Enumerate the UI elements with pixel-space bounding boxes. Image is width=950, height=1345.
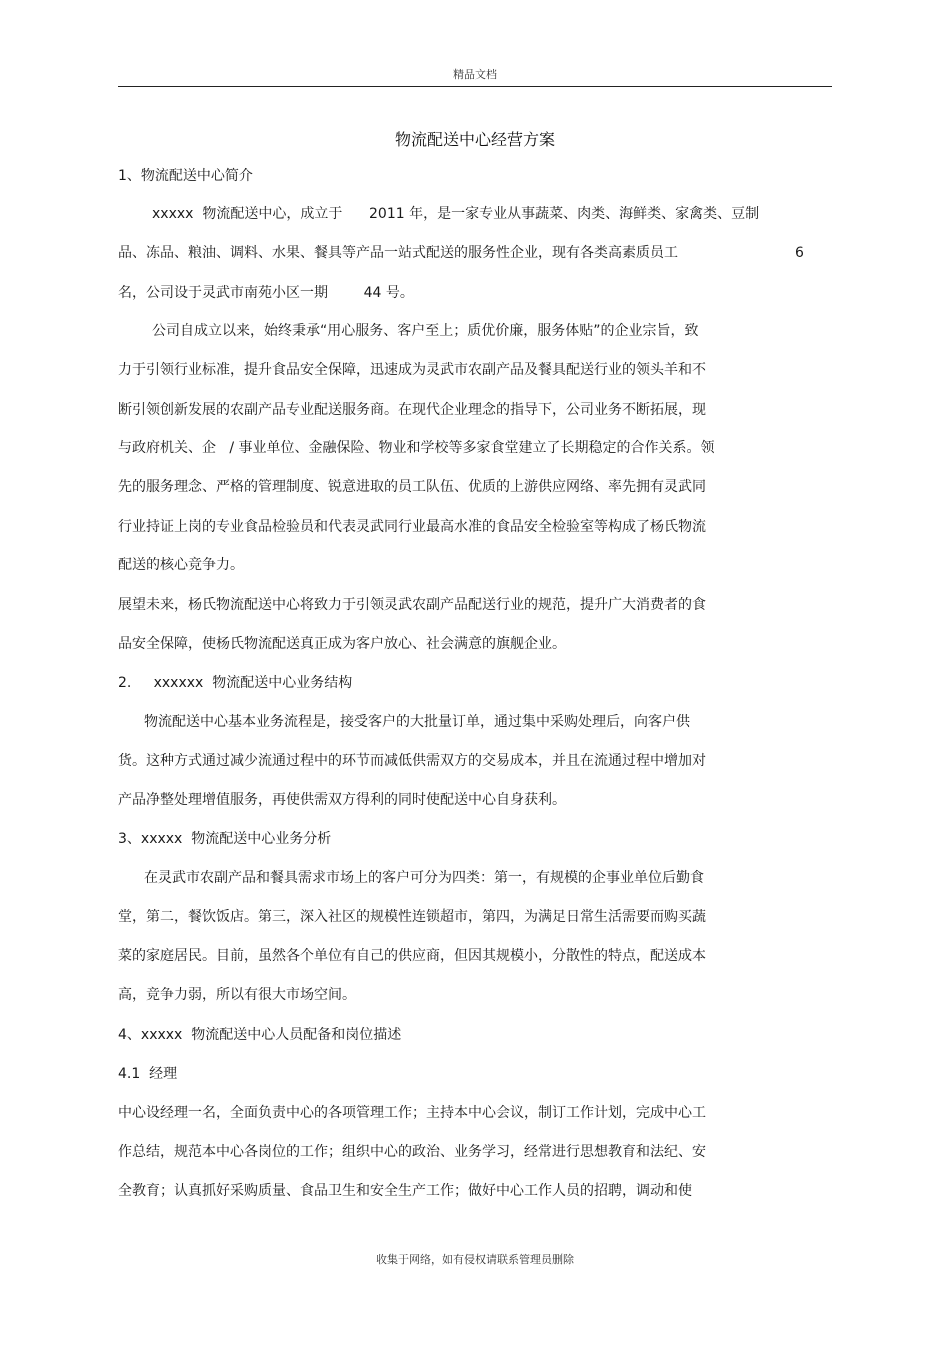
header-text: 精品文档 (453, 68, 497, 81)
paragraph-line: 物流配送中心基本业务流程是，接受客户的大批量订单，通过集中采购处理后，向客户供 (144, 714, 690, 730)
page-footer: 收集于网络，如有侵权请联系管理员删除 (376, 1253, 574, 1266)
paragraph-line-number: 6 (795, 245, 804, 261)
paragraph-line: 公司自成立以来，始终秉承“用心服务、客户至上；质优价廉，服务体贴”的企业宗旨，致 (152, 323, 699, 339)
paragraph-line: 断引领创新发展的农副产品专业配送服务商。在现代企业理念的指导下，公司业务不断拓展，现 (118, 402, 706, 418)
paragraph-line: 展望未来，杨氏物流配送中心将致力于引领灵武农副产品配送行业的规范，提升广大消费者的食 (118, 597, 706, 613)
paragraph-line: 货。这种方式通过减少流通过程中的环节而减低供需双方的交易成本，并且在流通过程中增加对 (118, 753, 706, 769)
subsection-heading: 4.1 经理 (118, 1066, 178, 1082)
paragraph-line: 品、冻品、粮油、调料、水果、餐具等产品一站式配送的服务性企业，现有各类高素质员工 (118, 245, 678, 261)
section-heading-2: 2. xxxxxx 物流配送中心业务结构 (118, 675, 353, 691)
paragraph-line: 高，竞争力弱，所以有很大市场空间。 (118, 987, 356, 1003)
paragraph-line: xxxxx 物流配送中心，成立于 2011 年，是一家专业从事蔬菜、肉类、海鲜类、家禽类、豆制 (152, 206, 760, 222)
paragraph-line: 全教育；认真抓好采购质量、食品卫生和安全生产工作；做好中心工作人员的招聘，调动和使 (118, 1183, 692, 1199)
paragraph-line: 先的服务理念、严格的管理制度、锐意进取的员工队伍、优质的上游供应网络、率先拥有灵武同 (118, 479, 706, 495)
section-heading-1: 1、物流配送中心简介 (118, 168, 253, 184)
document-title: 物流配送中心经营方案 (394, 130, 555, 149)
section-heading-4: 4、xxxxx 物流配送中心人员配备和岗位描述 (118, 1027, 402, 1043)
section-heading-3: 3、xxxxx 物流配送中心业务分析 (118, 831, 332, 847)
paragraph-line: 与政府机关、企 / 事业单位、金融保险、物业和学校等多家食堂建立了长期稳定的合作关系。领 (118, 440, 715, 456)
header-divider (118, 86, 832, 87)
paragraph-line: 品安全保障，使杨氏物流配送真正成为客户放心、社会满意的旗舰企业。 (118, 636, 566, 652)
paragraph-line: 菜的家庭居民。目前，虽然各个单位有自己的供应商，但因其规模小，分散性的特点，配送成本 (118, 948, 706, 964)
paragraph-line: 名，公司设于灵武市南苑小区一期 44 号。 (118, 285, 414, 301)
paragraph-line: 中心设经理一名，全面负责中心的各项管理工作；主持本中心会议，制订工作计划，完成中心工 (118, 1105, 706, 1121)
paragraph-line: 在灵武市农副产品和餐具需求市场上的客户可分为四类：第一，有规模的企事业单位后勤食 (144, 870, 704, 886)
paragraph-line: 堂，第二，餐饮饭店。第三，深入社区的规模性连锁超市，第四，为满足日常生活需要而购买蔬 (118, 909, 706, 925)
paragraph-line: 作总结，规范本中心各岗位的工作；组织中心的政治、业务学习，经常进行思想教育和法纪、安 (118, 1144, 706, 1160)
paragraph-line: 产品净整处理增值服务，再使供需双方得利的同时使配送中心自身获利。 (118, 792, 566, 808)
paragraph-line: 配送的核心竞争力。 (118, 557, 244, 573)
paragraph-line: 力于引领行业标准，提升食品安全保障，迅速成为灵武市农副产品及餐具配送行业的领头羊和不 (118, 362, 706, 378)
paragraph-line: 行业持证上岗的专业食品检验员和代表灵武同行业最高水准的食品安全检验室等构成了杨氏物流 (118, 519, 706, 535)
